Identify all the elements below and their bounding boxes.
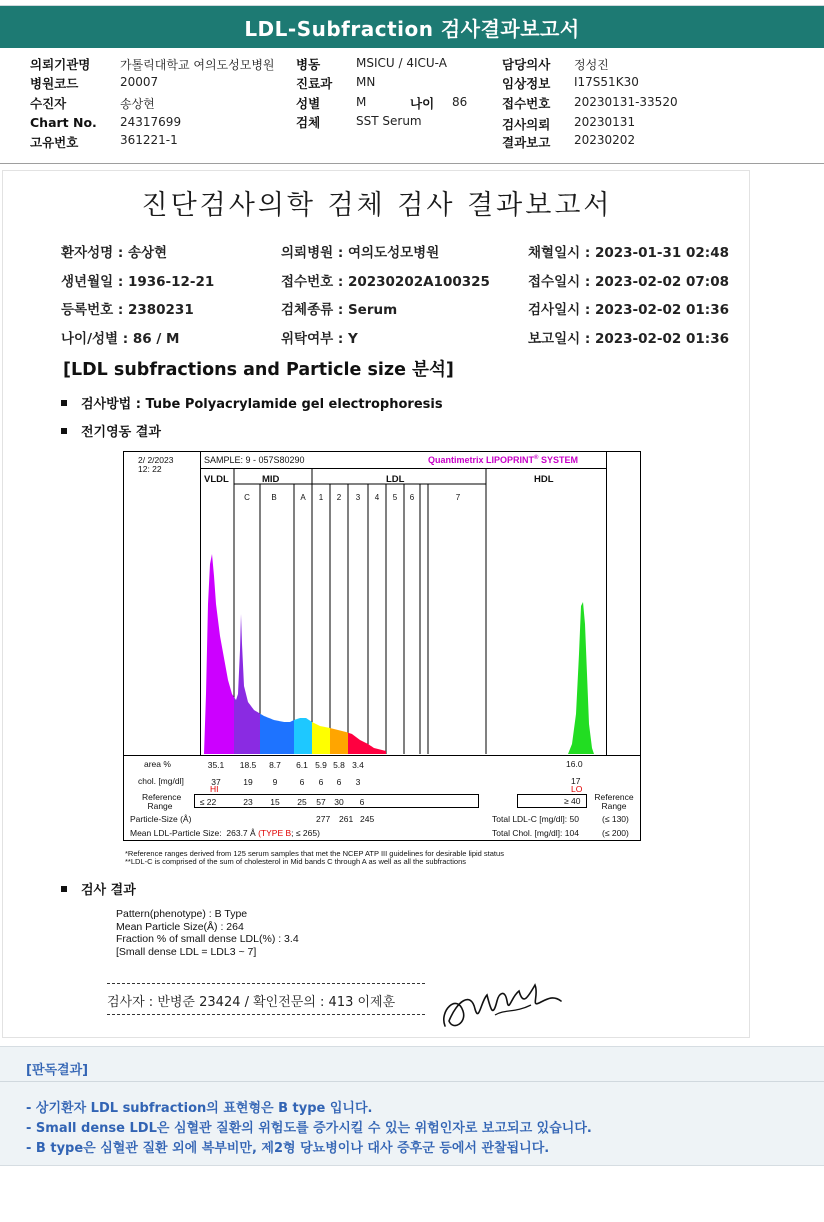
code-label: 병원코드 (30, 76, 79, 91)
row-label-particle: Particle-Size (Å) (130, 814, 192, 824)
hospital-label: 의뢰기관명 (30, 57, 91, 72)
unique-value: 361221-1 (120, 133, 178, 147)
sex-value: M (356, 95, 367, 109)
method-item (61, 393, 443, 412)
hospital-value: 가톨릭대학교 여의도성모병원 (120, 58, 275, 72)
ref-range-box (194, 794, 479, 808)
band-label-6: 6 (409, 493, 415, 502)
page-title: LDL-Subfraction 검사결과보고서 (244, 16, 580, 41)
report-datetime: 보고일시 : 2023-02-02 01:36 (528, 331, 729, 347)
hdl-area: 16.0 (566, 759, 583, 769)
ref-value: 57 (316, 797, 326, 807)
row-label-chol: chol. [mg/dl] (138, 776, 184, 786)
chol-value: 6 (299, 777, 305, 787)
doctor-label: 담당의사 (502, 57, 551, 72)
table-top-line (124, 755, 640, 756)
footnote-2: **LDL-C is comprised of the sum of cholesterol in Mid bands C through A as well as all the subfractions (125, 857, 467, 866)
patient-name: 환자성명 : 송상현 (61, 245, 168, 261)
bullet-icon (61, 428, 67, 434)
result-line: [Small dense LDL = LDL3 ~ 7] (116, 945, 257, 958)
mean-size-value: 263.7 Å (226, 828, 256, 838)
vldl-hi-flag: HI (210, 784, 219, 794)
chol-value: 19 (243, 777, 253, 787)
sex-label: 성별 (296, 96, 321, 111)
receipt-value: 20230131-33520 (574, 95, 678, 109)
bullet-icon (61, 400, 67, 406)
signature-top-line (107, 983, 425, 984)
ref-value: 23 (243, 797, 253, 807)
chol-value: 3 (355, 777, 361, 787)
chol-value: 6 (336, 777, 342, 787)
code-value: 20007 (120, 75, 159, 89)
area-value: 8.7 (269, 760, 281, 770)
result-block (116, 908, 299, 958)
ref-value: 15 (270, 797, 280, 807)
registration-number: 등록번호 : 2380231 (61, 302, 194, 318)
result-line: Mean Particle Size(Å) : 264 (116, 920, 244, 933)
mean-type: (TYPE B (258, 828, 292, 838)
area-value: 5.9 (315, 760, 327, 770)
doctor-value: 정성진 (574, 58, 609, 72)
age-value: 86 (452, 95, 468, 109)
ward-label: 병동 (296, 57, 321, 72)
chart-brand-tail: SYSTEM (538, 455, 578, 465)
area-value: 3.4 (352, 760, 364, 770)
interpretation-line: - B type은 심혈관 질환 외에 복부비만, 제2형 당뇨병이나 대사 증후군 등에서 관찰됩니다. (26, 1141, 550, 1156)
group-vldl: VLDL (204, 474, 229, 485)
chol-value: 6 (318, 777, 324, 787)
age-sex: 나이/성별 : 86 / M (61, 331, 180, 347)
chart-sample: SAMPLE: 9 - 057S80290 (204, 455, 305, 465)
total-chol: Total Chol. [mg/dl]: 104 (492, 828, 579, 838)
collection-datetime: 채혈일시 : 2023-01-31 02:48 (528, 245, 729, 261)
particle-size-2: 261 (339, 814, 354, 824)
specimen-label: 검체 (296, 115, 321, 130)
band-label-C: C (244, 493, 250, 502)
report-date-value: 20230202 (574, 133, 636, 147)
curve-segment-0 (204, 554, 234, 754)
lipoprint-chart (123, 451, 641, 841)
electro-item (61, 421, 161, 440)
patient-value: 송상현 (120, 97, 155, 111)
method-text: 검사방법 : Tube Polyacrylamide gel electrophoresis (81, 397, 443, 412)
report-title: 진단검사의학 검체 검사 결과보고서 (141, 190, 613, 221)
interpretation-panel (0, 1046, 824, 1166)
report-date-label: 결과보고 (502, 135, 551, 150)
patient-label: 수진자 (30, 96, 67, 111)
curve-segment-1 (234, 614, 260, 754)
handwritten-signature (435, 971, 575, 1041)
curve-segment-4 (312, 722, 330, 754)
curve-segment-6 (348, 733, 386, 754)
chol-value: 9 (272, 777, 278, 787)
chart-time: 12: 22 (138, 464, 162, 474)
chart-brand-reg: ® (534, 455, 539, 461)
area-value: 6.1 (296, 760, 308, 770)
dept-value: MN (356, 75, 376, 89)
mean-size-row (130, 828, 320, 838)
band-label-5: 5 (392, 493, 398, 502)
receipt-datetime: 접수일시 : 2023-02-02 07:08 (528, 274, 729, 290)
ref-value: ≤ 22 (199, 797, 217, 807)
total-ldl-ref: (≤ 130) (602, 814, 629, 824)
result-line: Fraction % of small dense LDL(%) : 3.4 (116, 933, 299, 945)
area-value: 35.1 (207, 760, 225, 770)
mean-type-tail: ; ≤ 265) (291, 828, 320, 838)
age-label: 나이 (410, 96, 435, 111)
results-heading: 검사 결과 (81, 883, 136, 898)
total-ldl: Total LDL-C [mg/dl]: 50 (492, 814, 579, 824)
band-label-A: A (300, 493, 306, 502)
band-label-7: 7 (455, 493, 461, 502)
ward-value: MSICU / 4ICU-A (356, 56, 447, 70)
page-title-bar (0, 6, 824, 48)
chart-brand-name: Quantimetrix LIPOPRINT (428, 455, 535, 465)
birth-date: 생년월일 : 1936-12-21 (61, 274, 215, 290)
band-label-4: 4 (374, 493, 380, 502)
signature-bottom-line (107, 1014, 425, 1015)
hdl-ref: ≥ 40 (564, 796, 581, 806)
group-ldl: LDL (386, 474, 405, 485)
clinical-label: 임상정보 (502, 76, 551, 91)
test-datetime: 검사일시 : 2023-02-02 01:36 (528, 302, 729, 318)
group-mid: MID (262, 474, 280, 485)
receipt-label: 접수번호 (502, 96, 551, 111)
report-document (2, 170, 750, 1038)
curve-segment-3 (294, 718, 312, 754)
row-label-area: area % (144, 759, 171, 769)
header-divider (0, 163, 824, 164)
band-label-3: 3 (355, 493, 361, 502)
request-value: 20230131 (574, 115, 636, 129)
section-title: [LDL subfractions and Particle size 분석] (63, 360, 454, 380)
particle-size-1: 277 (316, 814, 331, 824)
consignment: 위탁여부 : Y (281, 331, 358, 347)
receipt-number: 접수번호 : 20230202A100325 (281, 274, 490, 290)
footnote-1: *Reference ranges derived from 125 serum samples that met the NCEP ATP III guidelines for desirable lipid status (125, 849, 504, 858)
area-value: 5.8 (333, 760, 345, 770)
interpretation-line: - 상기환자 LDL subfraction의 표현형은 B type 입니다. (26, 1101, 373, 1116)
total-chol-ref: (≤ 200) (602, 828, 629, 838)
hdl-peak (568, 602, 594, 754)
curve-segment-2 (260, 714, 294, 754)
band-label-2: 2 (336, 493, 342, 502)
specimen-value: SST Serum (356, 114, 422, 128)
hdl-chol: 17 (571, 776, 581, 786)
chart-no-label: Chart No. (30, 115, 97, 130)
interpretation-title: [판독결과] (26, 1063, 89, 1078)
row-label-ref-right: Reference Range (594, 792, 634, 811)
interpretation-separator (0, 1081, 824, 1082)
signature-text: 검사자 : 반병준 23424 / 확인전문의 : 413 이제훈 (107, 995, 396, 1010)
hdl-lo-flag: LO (571, 784, 583, 794)
particle-size-3: 245 (360, 814, 375, 824)
requesting-hospital: 의뢰병원 : 여의도성모병원 (281, 245, 440, 261)
band-label-B: B (271, 493, 277, 502)
unique-label: 고유번호 (30, 135, 79, 150)
mean-size-label: Mean LDL-Particle Size: (130, 828, 222, 838)
result-line: Pattern(phenotype) : B Type (116, 908, 248, 920)
curve-segment-5 (330, 728, 348, 754)
request-label: 검사의뢰 (502, 117, 551, 132)
row-label-ref: Reference Range (142, 792, 182, 811)
ref-value: 25 (297, 797, 307, 807)
dept-label: 진료과 (296, 76, 333, 91)
ref-value: 6 (359, 797, 365, 807)
results-item (61, 879, 136, 898)
chol-value: 37 (211, 777, 221, 787)
bullet-icon (61, 886, 67, 892)
clinical-value: I17S51K30 (574, 75, 639, 89)
band-label-1: 1 (318, 493, 324, 502)
area-value: 18.5 (239, 760, 257, 770)
ref-value: 30 (334, 797, 344, 807)
chart-date: 2/ 2/2023 (138, 455, 174, 465)
group-hdl: HDL (534, 474, 554, 485)
electro-text: 전기영동 결과 (81, 425, 161, 440)
chart-no-value: 24317699 (120, 115, 182, 129)
chart-svg (124, 452, 640, 840)
specimen-type: 검체종류 : Serum (281, 302, 398, 318)
interpretation-line: - Small dense LDL은 심혈관 질환의 위험도를 증가시킬 수 있는 위험인자로 보고되고 있습니다. (26, 1121, 592, 1136)
